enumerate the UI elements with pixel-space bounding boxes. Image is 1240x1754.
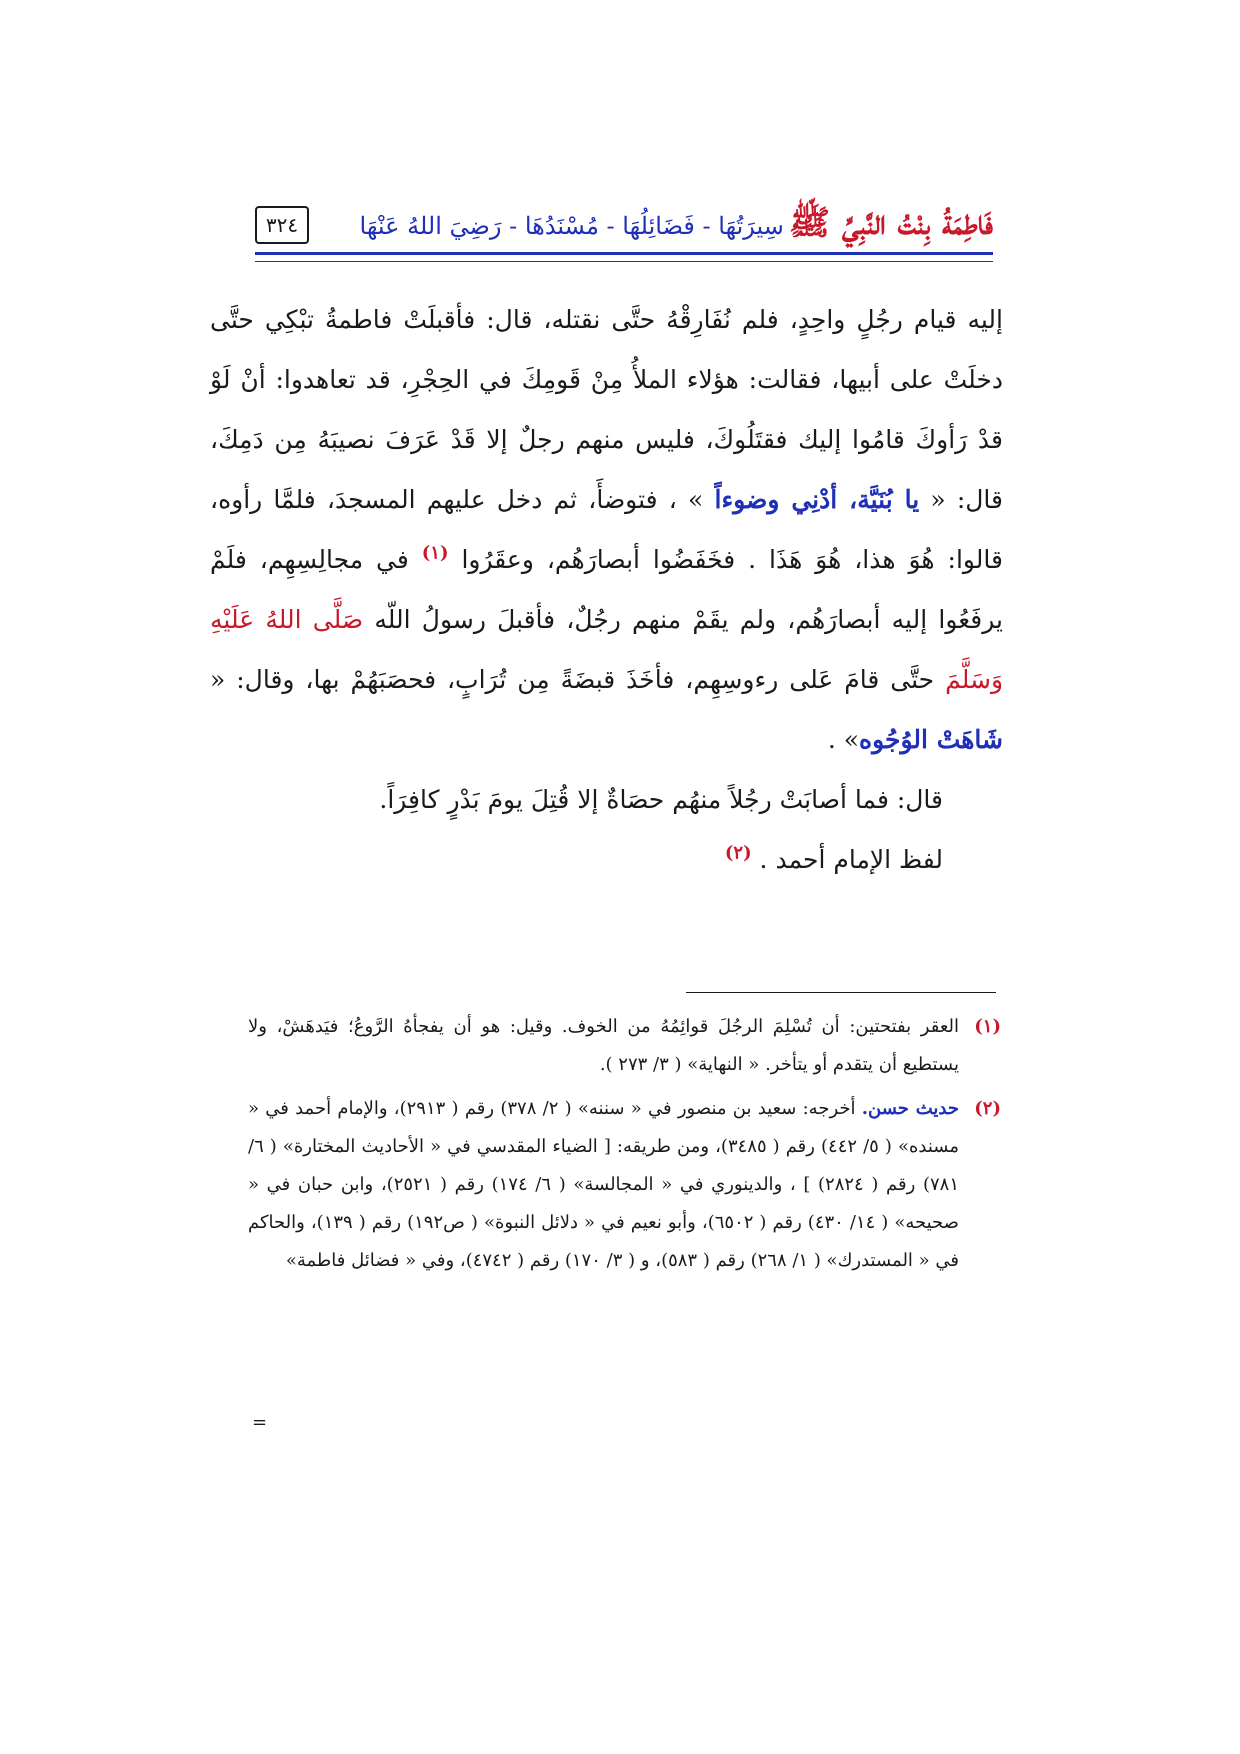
page-number: ٣٢٤: [255, 206, 309, 244]
paragraph-text: لفظ الإمام أحمد .: [759, 845, 943, 874]
paragraph-2: [210, 770, 1003, 830]
hadith-grade: حديث حسن.: [861, 1098, 959, 1119]
footnote-ref-2[interactable]: (٢): [724, 842, 752, 864]
paragraph-text: » .: [827, 725, 860, 754]
main-text: [210, 290, 1003, 890]
continuation-mark: =: [252, 1412, 268, 1433]
footnote-separator: [686, 992, 996, 993]
prophet-quote: شَاهَتْ الوُجُوه: [859, 725, 1003, 754]
paragraph-text: حتَّى قامَ عَلى رءوسِهِم، فأخَذَ قبضَةً مِن تُرَابٍ، فحصَبَهُمْ بها، وقال: «: [210, 665, 935, 694]
page-header: [255, 200, 993, 270]
footnote-2: [248, 1090, 1001, 1280]
prophet-quote: يا بُنَيَّة، أدْنِي وضوءاً: [714, 485, 920, 514]
footnotes: [248, 1008, 1001, 1286]
footnote-number: (١): [974, 1016, 1001, 1037]
book-title-subtitle: سِيرَتُهَا - فَضَائِلُهَا - مُسْنَدُهَا - رَضِيَ اللهُ عَنْهَا: [359, 212, 784, 240]
paragraph-text: إليه قيام رجُلٍ واحِدٍ، فلم نُفَارِقْهُ حتَّى نقتله، قال: فأقبلَتْ فاطمةُ تبْكِي حتَّى دخلَتْ على أبيها، فقالت: هؤلاء الملأُ مِنْ قَومِكَ في الحِجْرِ، قد تعاهدوا: أنْ لَوْ قدْ رَأوكَ قامُوا إليك فقتَلُوكَ، فليس منهم رجلٌ إلا قَدْ عَرَفَ نصيبَهُ مِن دَمِكَ، قال: «: [210, 305, 1004, 514]
paragraph-text: » ، فتوضأَ، ثم دخل عليهم المسجدَ، فلمَّا رأوه، قالوا: هُوَ هذا، هُوَ هَذَا . فخَفَضُوا أبصارَهُم، وعقَرُوا: [210, 485, 1003, 574]
footnote-text: أخرجه: سعيد بن منصور في « سننه» ( ٢/ ٣٧٨) رقم ( ٢٩١٣)، والإمام أحمد في « مسنده» ( ٥/ ٤٤٢) رقم ( ٣٤٨٥)، ومن طريقه: [ الضياء المقدسي في « الأحاديث المختارة» ( ٦/ ٧٨١) رقم ( ٢٨٢٤) ] ، والدينوري في « المجالسة» ( ٦/ ١٧٤) رقم ( ٢٥٢١)، وابن حبان في « صحيحه» ( ١٤/ ٤٣٠) رقم ( ٦٥٠٢)، وأبو نعيم في « دلائل النبوة» ( ص١٩٢) رقم ( ١٣٩)، والحاكم في « المستدرك» ( ١/ ٢٦٨) رقم ( ٥٨٣)، و ( ٣/ ١٧٠) رقم ( ٤٧٤٢)، وفي « فضائل فاطمة»: [248, 1098, 959, 1271]
footnote-number: (٢): [974, 1098, 1001, 1119]
honorific: صَلَّى اللهُ عَلَيْهِ وَسَلَّمَ: [210, 605, 1004, 694]
footnote-1: [248, 1008, 1001, 1084]
book-title: [315, 202, 993, 258]
paragraph-text: قال: فما أصابَتْ رجُلاً منهُم حصَاةٌ إلا قُتِلَ يومَ بَدْرٍ كافِرَاً.: [379, 785, 943, 814]
paragraph-text: في مجالِسِهِم، فلَمْ يرفَعُوا إليه أبصارَهُم، ولم يقَمْ منهم رجُلٌ، فأقبلَ رسولُ اللّه: [210, 545, 1003, 634]
header-divider: [255, 252, 993, 262]
paragraph-3: [210, 830, 1003, 890]
footnote-ref-1[interactable]: (١): [421, 542, 449, 564]
footnote-text: العقر بفتحتين: أن تُسْلِمَ الرجُلَ قوائِمُهُ من الخوف. وقيل: هو أن يفجأهُ الرَّوعُ؛ فيَدهَشْ، ولا يستطيع أن يتقدم أو يتأخر. « النهاية» ( ٣/ ٢٧٣ ).: [248, 1016, 959, 1075]
book-title-main: فَاطِمَةُ بِنْتُ النَّبِيِّ ﷺ: [789, 203, 993, 243]
paragraph-1: [210, 290, 1003, 770]
